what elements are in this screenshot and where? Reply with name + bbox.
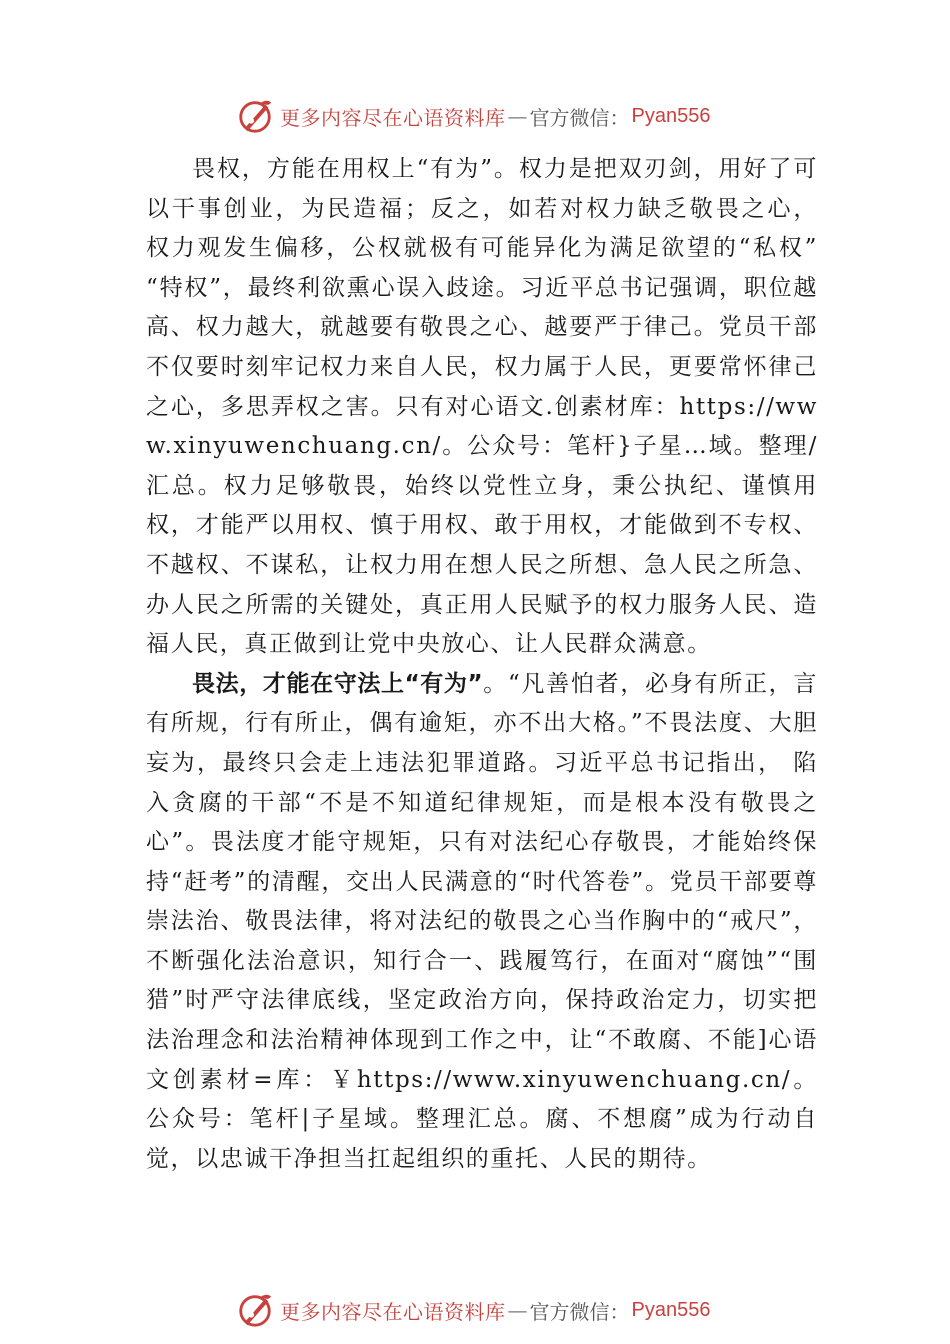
banner-wechat-label: 官方微信： <box>529 105 630 130</box>
footer-banner <box>236 1290 710 1330</box>
document-body <box>146 150 818 1179</box>
footer-banner-wechat-label: 官方微信： <box>529 1299 630 1324</box>
paragraph-law-text: 。“凡善怕者，必身有所正，言有所规，行有所止，偶有逾矩，亦不出大格。”不畏法度、大胆妄为，最终只会走上违法犯罪道路。习近平总书记指出， 陷入贪腐的干部“不是不知道纪律规矩，而是根本没有敬畏之心”。畏法度才能守规矩，只有对法纪心存敬畏，才能始终保持“赶考”的清醒，交出人民满意的“时代答卷”。党员干部要尊崇法治、敬畏法律，将对法纪的敬畏之心当作胸中的“戒尺”，不断强化法治意识，知行合一、践履笃行，在面对“腐蚀”“围猎”时严守法律底线，坚定政治方向，保持政治定力，切实把法治理念和法治精神体现到工作之中，让“不敢腐、不能]心语文创素材=库：￥https://www.xinyuwenchuang.cn/。公众号：笔杆|子星域。整理汇总。腐、不想腐”成为行动自觉，以忠诚干净担当扛起组织的重托、人民的期待。 <box>146 670 818 1172</box>
footer-banner-wechat-id: Pyan556 <box>631 1298 711 1321</box>
pen-nib-logo-icon <box>236 1291 274 1329</box>
banner-wechat-id: Pyan556 <box>631 104 711 127</box>
header-banner <box>236 96 710 136</box>
paragraph-law <box>146 665 818 1180</box>
paragraph-law-lead: 畏法，才能在守法上“有为” <box>192 670 484 697</box>
pen-nib-logo-icon <box>236 97 274 135</box>
paragraph-power: 畏权，方能在用权上“有为”。权力是把双刃剑，用好了可以干事创业，为民造福；反之，如若对权力缺乏敬畏之心， 权力观发生偏移，公权就极有可能异化为满足欲望的“私权” “特权”，最终利欲熏心误入歧途。习近平总书记强调，职位越高、权力越大，就越要有敬畏之心、越要严于律己。党员干部不仅要时刻牢记权力来自人民，权力属于人民，更要常怀律己之心，多思弄权之害。只有对心语文.创素材库：https://www.xinyuwenchuang.cn/。公众号：笔杆}子星…域。整理/汇总。权力足够敬畏，始终以党性立身，秉公执纪、谨慎用权，才能严以用权、慎于用权、敢于用权，才能做到不专权、不越权、不谋私，让权力用在想人民之所想、急人民之所急、办人民之所需的关键处，真正用人民赋予的权力服务人民、造福人民，真正做到让党中央放心、让人民群众满意。 <box>146 156 818 658</box>
banner-title: 更多内容尽在心语资料库 <box>280 105 506 130</box>
footer-banner-title: 更多内容尽在心语资料库 <box>280 1299 506 1324</box>
banner-separator: — <box>507 104 528 128</box>
footer-banner-separator: — <box>507 1298 528 1322</box>
